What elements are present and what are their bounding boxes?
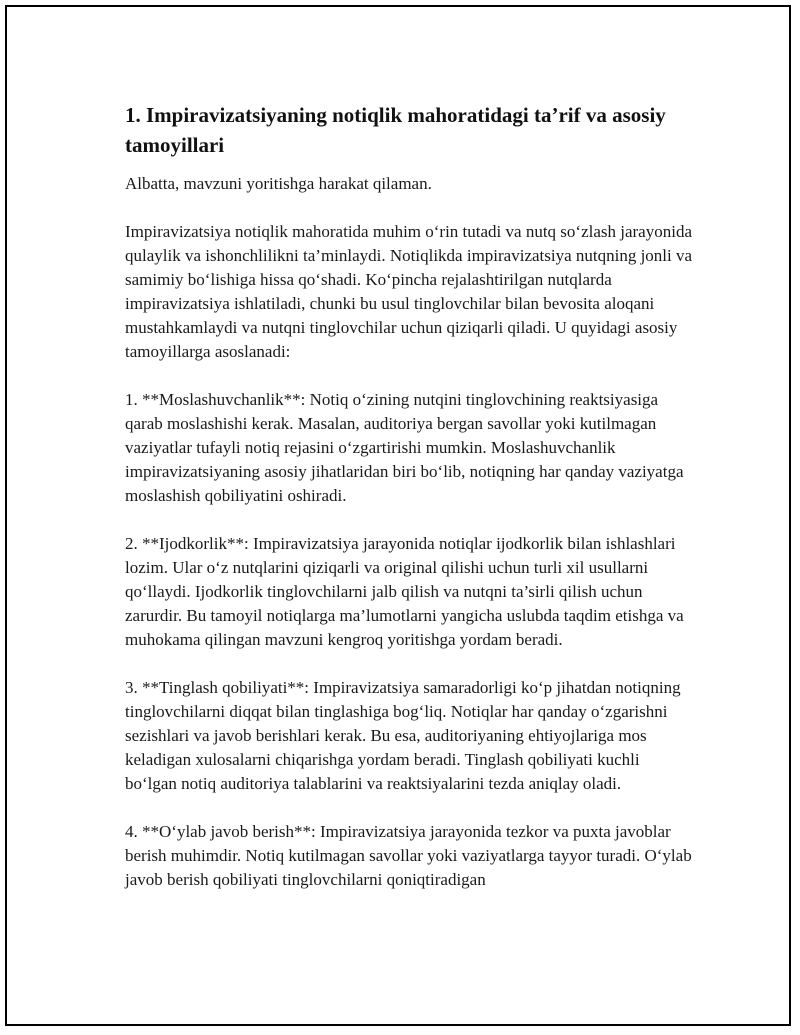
principle-flexibility-paragraph: 1. **Moslashuvchanlik**: Notiq o‘zining nutqini tinglovchining reaktsiyasiga qarab moslashishi kerak. Masalan, auditoriya bergan savollar yoki kutilmagan vaziyatlar tufayli notiq rejasini o‘zgartirishi mumkin. Moslashuvchanlik impiravizatsiyaning asosiy jihatlaridan biri bo‘lib, notiqning har qanday vaziyatga moslashish qobiliyatini oshiradi.: [125, 390, 684, 505]
document-body: [125, 100, 695, 916]
section-heading: 1. Impiravizatsiyaning notiqlik mahoratidagi ta’rif va asosiy tamoyillari: [125, 103, 666, 157]
page-frame: [5, 5, 791, 1026]
overview-paragraph: Impiravizatsiya notiqlik mahoratida muhim o‘rin tutadi va nutq so‘zlash jarayonida qulaylik va ishonchlilikni ta’minlaydi. Notiqlikda impiravizatsiya nutqning jonli va samimiy bo‘lishiga hissa qo‘shadi. Ko‘pincha rejalashtirilgan nutqlarda impiravizatsiya ishlatiladi, chunki bu usul tinglovchilar bilan bevosita aloqani mustahkamlaydi va nutqni tinglovchilar uchun qiziqarli qiladi. U quyidagi asosiy tamoyillarga asoslanadi:: [125, 222, 693, 361]
principle-thoughtful-response-paragraph: 4. **O‘ylab javob berish**: Impiravizatsiya jarayonida tezkor va puxta javoblar berish muhimdir. Notiq kutilmagan savollar yoki vaziyatlarga tayyor turadi. O‘ylab javob berish qobiliyati tinglovchilarni qoniqtiradigan: [125, 822, 692, 889]
principle-creativity-paragraph: 2. **Ijodkorlik**: Impiravizatsiya jarayonida notiqlar ijodkorlik bilan ishlashlari lozim. Ular o‘z nutqlarini qiziqarli va original qilishi uchun turli xil usullarni qo‘llaydi. Ijodkorlik tinglovchilarni jalb qilish va nutqni ta’sirli qilish uchun zarurdir. Bu tamoyil notiqlarga ma’lumotlarni yangicha uslubda taqdim etishga va muhokama qilingan mavzuni kengroq yoritishga yordam beradi.: [125, 534, 684, 649]
principle-listening-paragraph: 3. **Tinglash qobiliyati**: Impiravizatsiya samaradorligi ko‘p jihatdan notiqning tinglovchilarni diqqat bilan tinglashiga bog‘liq. Notiqlar har qanday o‘zgarishni sezishlari va javob berishlari kerak. Bu esa, auditoriyaning ehtiyojlariga mos keladigan xulosalarni chiqarishga yordam beradi. Tinglash qobiliyati kuchli bo‘lgan notiq auditoriya talablarini va reaktsiyalarini tezda aniqlay oladi.: [125, 678, 681, 793]
intro-paragraph: Albatta, mavzuni yoritishga harakat qilaman.: [125, 174, 432, 193]
